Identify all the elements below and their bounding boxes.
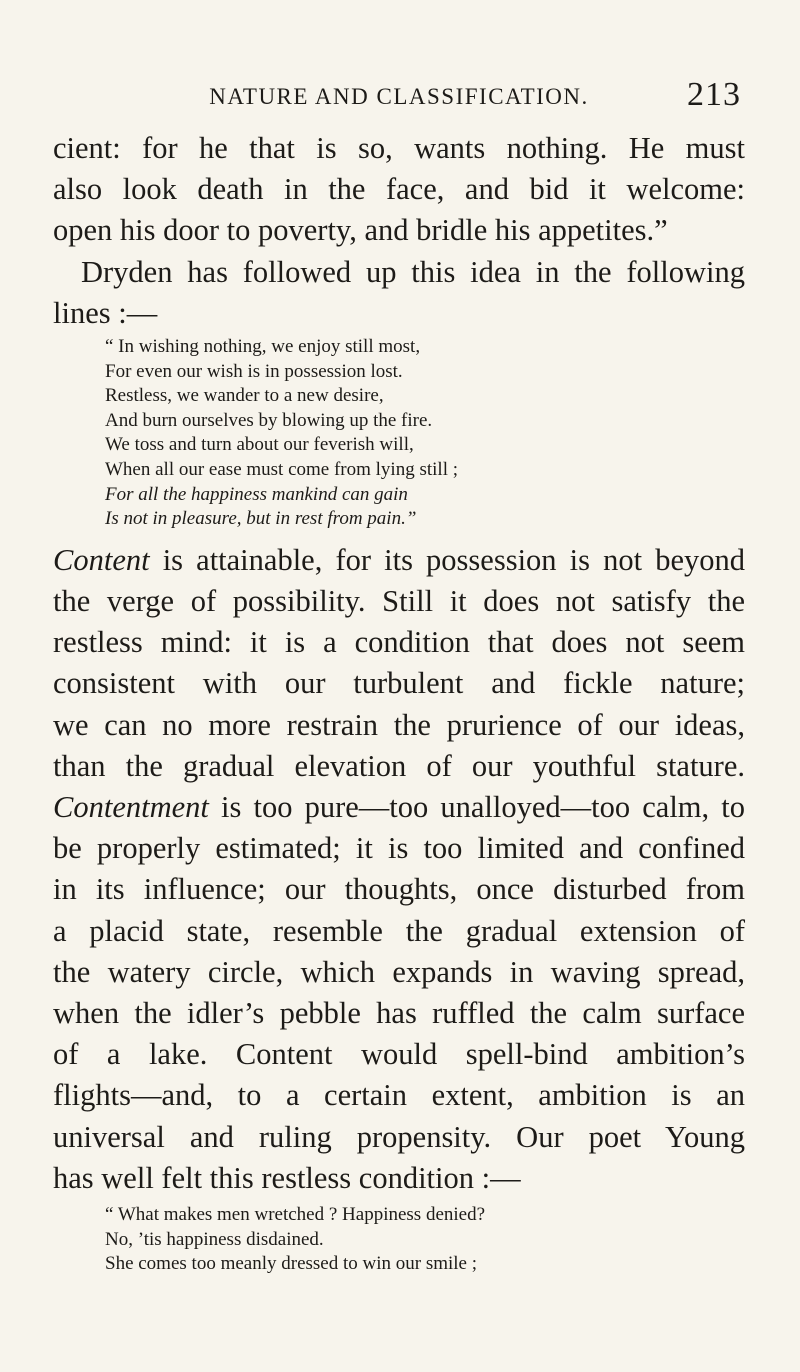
verse-line-italic: For all the happiness mankind can gain [105, 483, 408, 505]
text-line: the verge of possibility. Still it does not satisfy the [53, 583, 745, 618]
verse-line: “ What makes men wretched ? Happiness denied? [105, 1204, 486, 1226]
paragraph-content [53, 540, 745, 1199]
verse-line: Restless, we wander to a new desire, [105, 385, 384, 407]
text-line: consistent with our turbulent and fickle nature; [53, 666, 745, 701]
verse-line: “ In wishing nothing, we enjoy still most, [105, 336, 421, 358]
verse-line: And burn ourselves by blowing up the fire. [105, 409, 433, 431]
text-line [53, 787, 745, 828]
young-verse-quote [53, 1203, 745, 1277]
text-line: when the idler’s pebble has ruffled the calm surface [53, 996, 745, 1030]
running-title: NATURE AND CLASSIFICATION. [209, 84, 589, 109]
verse-line: When all our ease must come from lying still ; [105, 458, 459, 480]
text-line: Dryden has followed up this idea in the following [81, 254, 745, 289]
verse-line: No, ’tis happiness disdained. [105, 1228, 324, 1250]
text-run: is attainable, for its possession is not beyond [149, 542, 745, 577]
text-line: of a lake. Content would spell-bind ambition’s [53, 1037, 745, 1072]
text-line: restless mind: it is a condition that does not seem [53, 625, 745, 660]
text-line: a placid state, resemble the gradual extension of [53, 913, 745, 948]
text-line: lines :— [53, 295, 158, 330]
italic-word-contentment: Contentment [53, 789, 209, 824]
text-line [53, 540, 745, 581]
page-number: 213 [687, 76, 741, 113]
verse-line-italic: Is not in pleasure, but in rest from pain.” [105, 508, 417, 530]
verse-line: She comes too meanly dressed to win our smile ; [105, 1253, 478, 1275]
dryden-verse-quote [53, 335, 745, 532]
text-line: in its influence; our thoughts, once disturbed from [53, 872, 745, 907]
verse-line: For even our wish is in possession lost. [105, 360, 403, 382]
text-line: cient: for he that is so, wants nothing. He must [53, 131, 745, 165]
paragraph-continued [53, 128, 745, 252]
paragraph-dryden-intro [53, 252, 745, 334]
text-run: is too pure—too unalloyed—too calm, to [208, 789, 745, 824]
text-line: than the gradual elevation of our youthful stature. [53, 748, 745, 783]
text-line: also look death in the face, and bid it welcome: [53, 172, 745, 207]
text-line: be properly estimated; it is too limited and confined [53, 831, 745, 866]
running-head [53, 70, 745, 128]
italic-word-content: Content [53, 542, 150, 577]
text-line: open his door to poverty, and bridle his appetites.” [53, 213, 668, 248]
text-line: flights—and, to a certain extent, ambition is an [53, 1078, 745, 1113]
text-line: universal and ruling propensity. Our poet Young [53, 1119, 745, 1154]
text-line: has well felt this restless condition :— [53, 1160, 521, 1195]
text-line: the watery circle, which expands in waving spread, [53, 954, 745, 989]
text-line: we can no more restrain the prurience of our ideas, [53, 707, 745, 742]
verse-line: We toss and turn about our feverish will, [105, 434, 414, 456]
